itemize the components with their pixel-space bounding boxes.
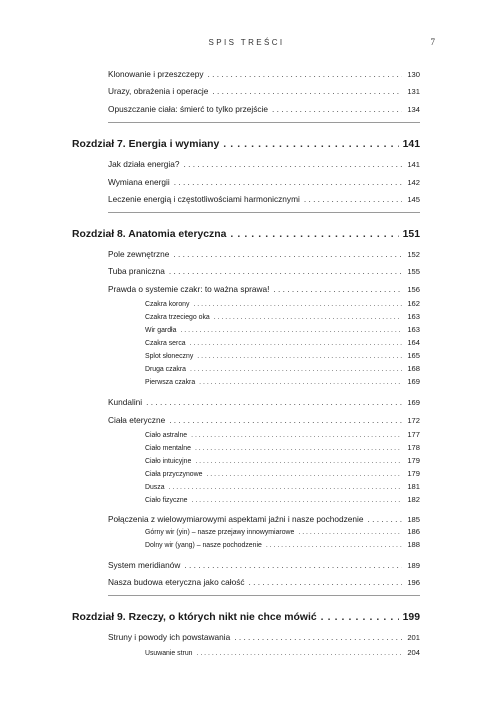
toc-entry-page: 179 <box>407 469 420 478</box>
toc-entry-title: Opuszczanie ciała: śmierć to tylko przejście <box>108 104 269 114</box>
toc-entry-page: 201 <box>407 633 420 642</box>
toc-entry-title: Wir gardła <box>145 327 177 334</box>
toc-section-entry <box>108 632 420 642</box>
section-divider <box>108 595 420 596</box>
toc-chapter-entry <box>72 612 420 623</box>
dot-leader <box>173 249 402 259</box>
toc-entry-page: 141 <box>402 139 420 150</box>
dot-leader <box>169 415 402 425</box>
dot-leader <box>207 69 402 79</box>
toc-subsection-entry <box>145 299 420 308</box>
toc-entry-title: Połączenia z wielowymiarowymi aspektami jaźni i nasze pochodzenie <box>108 514 364 524</box>
toc-subsection-entry <box>145 469 420 478</box>
running-head: SPIS TREŚCI <box>208 38 285 47</box>
toc-entry-title: Leczenie energią i częstotliwościami harmonicznymi <box>108 194 300 204</box>
toc-entry-title: Nasza budowa eteryczna jako całość <box>108 577 245 587</box>
page-header <box>0 38 493 52</box>
dot-leader <box>192 497 402 504</box>
toc-subsection-entry <box>145 351 420 360</box>
toc-entry-page: 145 <box>407 195 420 204</box>
toc-entry-page: 185 <box>407 515 420 524</box>
dot-leader <box>212 86 402 96</box>
toc-section-entry <box>108 577 420 587</box>
dot-leader <box>206 471 402 478</box>
dot-leader <box>214 314 402 321</box>
toc-entry-title: Dolny wir (yang) – nasze pochodzenie <box>145 542 262 549</box>
toc-section-entry <box>108 415 420 425</box>
toc-entry-page: 151 <box>402 229 420 240</box>
toc-section-entry <box>108 104 420 114</box>
toc-chapter-entry <box>72 229 420 240</box>
toc-entry-page: 168 <box>407 364 420 373</box>
toc-entry-title: System meridianów <box>108 560 181 570</box>
toc-entry-page: 141 <box>407 160 420 169</box>
toc-subsection-entry <box>145 325 420 334</box>
toc-entry-page: 182 <box>407 495 420 504</box>
toc-entry-title: Ciało astralne <box>145 432 188 439</box>
dot-leader <box>230 229 398 240</box>
toc-entry-page: 204 <box>407 648 420 657</box>
dot-leader <box>184 159 403 169</box>
toc-entry-page: 152 <box>407 250 420 259</box>
toc-entry-title: Klonowanie i przeszczepy <box>108 69 204 79</box>
dot-leader <box>298 529 402 536</box>
toc-section-entry <box>108 86 420 96</box>
toc-subsection-entry <box>145 648 420 657</box>
toc-entry-title: Druga czakra <box>145 366 186 373</box>
toc-subsection-entry <box>145 527 420 536</box>
toc-entry-title: Czakra serca <box>145 340 186 347</box>
dot-leader <box>272 104 402 114</box>
toc-subsection-entry <box>145 430 420 439</box>
toc-entry-page: 163 <box>407 312 420 321</box>
toc-entry-title: Ciało fizyczne <box>145 497 188 504</box>
toc-subsection-entry <box>145 443 420 452</box>
toc-entry-page: 186 <box>407 527 420 536</box>
toc-section-entry <box>108 397 420 407</box>
toc-entry-page: 156 <box>407 285 420 294</box>
dot-leader <box>199 379 402 386</box>
toc-section-entry <box>108 194 420 204</box>
dot-leader <box>223 139 398 150</box>
toc-entry-page: 131 <box>407 87 420 96</box>
toc-entry-page: 179 <box>407 456 420 465</box>
toc-subsection-entry <box>145 540 420 549</box>
dot-leader <box>190 366 402 373</box>
dot-leader <box>190 340 402 347</box>
dot-leader <box>321 612 399 623</box>
dot-leader <box>146 397 402 407</box>
dot-leader <box>266 542 402 549</box>
toc-entry-page: 169 <box>407 377 420 386</box>
toc-entry-page: 134 <box>407 105 420 114</box>
toc-entry-page: 188 <box>407 540 420 549</box>
page-number: 7 <box>430 37 435 47</box>
toc-entry-title: Ciała przyczynowe <box>145 471 203 478</box>
dot-leader <box>197 650 403 657</box>
toc-entry-title: Rozdział 7. Energia i wymiany <box>72 139 220 150</box>
toc-entry-title: Urazy, obrażenia i operacje <box>108 86 209 96</box>
toc-entry-title: Jak działa energia? <box>108 159 180 169</box>
dot-leader <box>367 514 402 524</box>
dot-leader <box>273 284 402 294</box>
toc-entry-page: 155 <box>407 267 420 276</box>
toc-chapter-entry <box>72 139 420 150</box>
toc-entry-page: 178 <box>407 443 420 452</box>
dot-leader <box>174 177 402 187</box>
dot-leader <box>191 432 402 439</box>
toc-entry-page: 169 <box>407 398 420 407</box>
toc-entry-title: Pierwsza czakra <box>145 379 196 386</box>
toc-subsection-entry <box>145 338 420 347</box>
toc-subsection-entry <box>145 312 420 321</box>
toc-entry-page: 172 <box>407 416 420 425</box>
toc-entry-title: Rozdział 9. Rzeczy, o których nikt nie chce mówić <box>72 612 317 623</box>
toc-entry-title: Tuba praniczna <box>108 266 165 276</box>
toc-section-entry <box>108 177 420 187</box>
toc-entry-title: Kundalini <box>108 397 143 407</box>
toc-entry-title: Ciało mentalne <box>145 445 191 452</box>
toc-section-entry <box>108 560 420 570</box>
toc-entry-title: Rozdział 8. Anatomia eteryczna <box>72 229 227 240</box>
toc-section-entry <box>108 514 420 524</box>
dot-leader <box>169 266 402 276</box>
toc-entry-page: 181 <box>407 482 420 491</box>
dot-leader <box>184 560 402 570</box>
toc-section-entry <box>108 249 420 259</box>
dot-leader <box>169 484 402 491</box>
toc-entry-page: 189 <box>407 561 420 570</box>
toc-entry-title: Górny wir (yin) – nasze przejawy innowymiarowe <box>145 529 295 536</box>
toc-entry-page: 165 <box>407 351 420 360</box>
dot-leader <box>197 353 402 360</box>
dot-leader <box>234 632 402 642</box>
toc-entry-title: Dusza <box>145 484 165 491</box>
toc-entry-title: Czakra korony <box>145 301 190 308</box>
dot-leader <box>193 301 402 308</box>
toc-entry-page: 162 <box>407 299 420 308</box>
toc-entry-page: 142 <box>407 178 420 187</box>
section-divider <box>108 212 420 213</box>
toc-entry-title: Ciało intuicyjne <box>145 458 192 465</box>
toc-subsection-entry <box>145 495 420 504</box>
toc-entry-page: 164 <box>407 338 420 347</box>
toc-subsection-entry <box>145 482 420 491</box>
toc-subsection-entry <box>145 377 420 386</box>
toc-subsection-entry <box>145 456 420 465</box>
section-divider <box>108 122 420 123</box>
dot-leader <box>249 577 402 587</box>
toc-section-entry <box>108 284 420 294</box>
toc-subsection-entry <box>145 364 420 373</box>
toc-entry-title: Pole zewnętrzne <box>108 249 170 259</box>
toc-section-entry <box>108 266 420 276</box>
dot-leader <box>195 458 402 465</box>
toc-entry-title: Ciała eteryczne <box>108 415 166 425</box>
toc-entry-page: 163 <box>407 325 420 334</box>
toc-entry-title: Wymiana energii <box>108 177 170 187</box>
toc-entry-page: 130 <box>407 70 420 79</box>
toc-entry-title: Splot słoneczny <box>145 353 194 360</box>
toc-entry-page: 199 <box>402 612 420 623</box>
toc-entry-title: Prawda o systemie czakr: to ważna sprawa! <box>108 284 270 294</box>
dot-leader <box>180 327 402 334</box>
toc-entry-title: Czakra trzeciego oka <box>145 314 210 321</box>
toc-entry-page: 196 <box>407 578 420 587</box>
toc-entry-title: Struny i powody ich powstawania <box>108 632 231 642</box>
dot-leader <box>304 194 402 204</box>
dot-leader <box>195 445 402 452</box>
toc-entry-page: 177 <box>407 430 420 439</box>
toc-section-entry <box>108 159 420 169</box>
toc-section-entry <box>108 69 420 79</box>
toc-entry-title: Usuwanie strun <box>145 650 193 657</box>
